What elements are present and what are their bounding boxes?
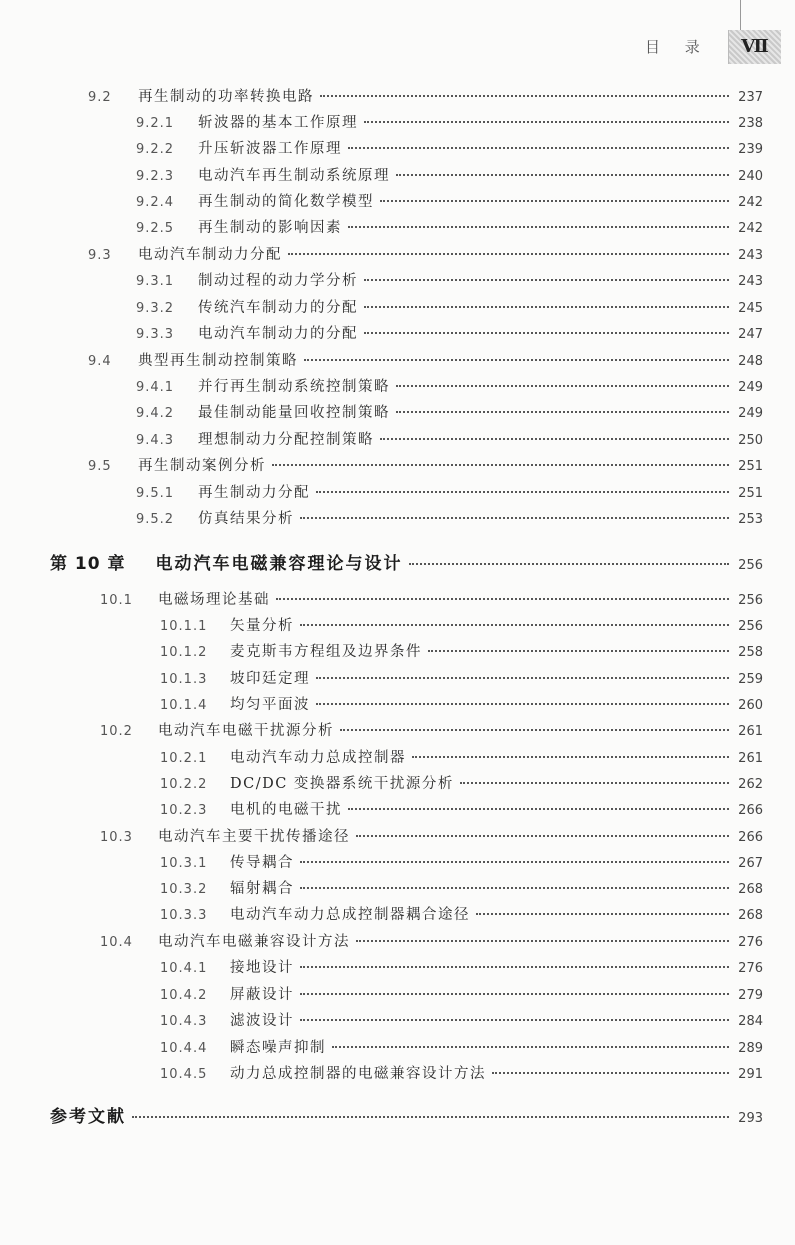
toc-entry-title: 制动过程的动力学分析 (198, 273, 358, 289)
toc-leader-dots (288, 252, 729, 255)
toc-entry-number: 10.4.1 (160, 961, 208, 976)
toc-entry-number: 10.1.2 (160, 645, 208, 660)
toc-entry[interactable] (160, 772, 763, 793)
toc-leader-dots (364, 120, 729, 123)
toc-entry-title: 电动汽车制动力的分配 (198, 326, 358, 342)
toc-entry[interactable] (160, 746, 763, 767)
toc-entry[interactable] (136, 296, 763, 317)
toc-entry[interactable] (160, 956, 763, 977)
toc-entry-title: 电动汽车电磁兼容理论与设计 (155, 554, 403, 574)
toc-leader-dots (316, 490, 729, 493)
toc-entry-number: 9.5.1 (136, 486, 175, 501)
toc-entry-page: 267 (738, 856, 763, 871)
toc-entry-title: 仿真结果分析 (198, 511, 294, 527)
toc-entry-title: 再生制动力分配 (198, 485, 310, 501)
toc-entry-title: 电磁场理论基础 (158, 592, 270, 608)
toc-entry-title: 滤波设计 (230, 1013, 294, 1029)
toc-entry[interactable] (136, 137, 763, 158)
toc-entry-number: 10.2.2 (160, 777, 208, 792)
toc-leader-dots (348, 225, 729, 228)
toc-entry-title: 并行再生制动系统控制策略 (198, 379, 390, 395)
toc-entry-title: 电动汽车再生制动系统原理 (198, 168, 390, 184)
toc-entry[interactable] (136, 507, 763, 528)
toc-entry-page: 250 (738, 433, 763, 448)
toc-entry-page: 237 (738, 90, 763, 105)
toc-entry-page: 289 (738, 1041, 763, 1056)
toc-entry-number: 9.2.1 (136, 116, 175, 131)
toc-entry-title: 动力总成控制器的电磁兼容设计方法 (230, 1066, 486, 1082)
toc-entry-page: 251 (738, 486, 763, 501)
toc-entry[interactable] (100, 930, 763, 951)
toc-entry-page: 243 (738, 274, 763, 289)
toc-entry-number: 10.3.3 (160, 908, 208, 923)
toc-entry-page: 260 (738, 698, 763, 713)
toc-entry[interactable] (160, 877, 763, 898)
toc-entry[interactable] (88, 454, 763, 475)
toc-entry-number: 10.2.1 (160, 751, 208, 766)
toc-leader-dots (276, 597, 729, 600)
toc-entry-number: 10.4.2 (160, 988, 208, 1003)
toc-entry[interactable] (136, 481, 763, 502)
toc-entry[interactable] (160, 798, 763, 819)
toc-entry-page: 240 (738, 169, 763, 184)
toc-entry-title: 电动汽车制动力分配 (138, 247, 282, 263)
toc-entry[interactable] (88, 349, 763, 370)
toc-entry-number: 10.3.1 (160, 856, 208, 871)
toc-entry-page: 268 (738, 908, 763, 923)
toc-leader-dots (380, 437, 729, 440)
toc-entry-page: 268 (738, 882, 763, 897)
toc-entry-page: 253 (738, 512, 763, 527)
toc-entry[interactable] (136, 401, 763, 422)
toc-entry-title: 再生制动的功率转换电路 (138, 89, 314, 105)
toc-leader-dots (348, 146, 729, 149)
toc-entry[interactable] (136, 216, 763, 237)
toc-entry-page: 243 (738, 248, 763, 263)
toc-entry[interactable] (50, 549, 763, 574)
toc-entry-page: 279 (738, 988, 763, 1003)
toc-entry-page: 242 (738, 221, 763, 236)
toc-entry-title: 麦克斯韦方程组及边界条件 (230, 644, 422, 660)
toc-entry-number: 10.3.2 (160, 882, 208, 897)
toc-entry-title: 电机的电磁干扰 (230, 802, 342, 818)
toc-leader-dots (132, 1115, 729, 1118)
page-edge-line (740, 0, 741, 30)
toc-entry-title: 辐射耦合 (230, 881, 294, 897)
toc-entry-number: 10.1.1 (160, 619, 208, 634)
toc-leader-dots (272, 463, 729, 466)
toc-leader-dots (412, 755, 729, 758)
toc-entry-title: 接地设计 (230, 960, 294, 976)
toc-entry[interactable] (160, 903, 763, 924)
toc-entry[interactable] (136, 111, 763, 132)
toc-leader-dots (364, 278, 729, 281)
toc-entry-title: 再生制动的简化数学模型 (198, 194, 374, 210)
toc-entry-title: 传统汽车制动力的分配 (198, 300, 358, 316)
toc-entry-title: 电动汽车电磁干扰源分析 (158, 723, 334, 739)
toc-entry-page: 238 (738, 116, 763, 131)
toc-entry[interactable] (100, 825, 763, 846)
toc-entry-title: 电动汽车主要干扰传播途径 (158, 829, 350, 845)
toc-entry-title: 电动汽车电磁兼容设计方法 (158, 934, 350, 950)
toc-entry-page: 266 (738, 830, 763, 845)
toc-leader-dots (460, 781, 729, 784)
toc-leader-dots (320, 94, 729, 97)
page-number-badge: Ⅶ (728, 30, 781, 64)
toc-leader-dots (476, 912, 729, 915)
toc-entry[interactable] (100, 719, 763, 740)
toc-entry-page: 256 (738, 593, 763, 608)
toc-leader-dots (396, 410, 729, 413)
toc-entry-number: 9.3 (88, 248, 112, 263)
toc-entry-page: 262 (738, 777, 763, 792)
toc-entry-page: 245 (738, 301, 763, 316)
toc-entry-title: 均匀平面波 (230, 697, 310, 713)
toc-entry-title: 坡印廷定理 (230, 671, 310, 687)
toc-leader-dots (300, 516, 729, 519)
toc-leader-dots (396, 384, 729, 387)
toc-entry-page: 248 (738, 354, 763, 369)
toc-leader-dots (300, 965, 729, 968)
toc-entry[interactable] (50, 1102, 763, 1127)
toc-leader-dots (316, 676, 729, 679)
toc-entry-number: 10.2.3 (160, 803, 208, 818)
toc-entry[interactable] (160, 1062, 763, 1083)
toc-entry-title: 再生制动案例分析 (138, 458, 266, 474)
toc-entry-title: 参考文献 (50, 1107, 126, 1127)
toc-entry-number: 10.4.4 (160, 1041, 208, 1056)
toc-entry-title: DC/DC 变换器系统干扰源分析 (230, 776, 454, 792)
toc-entry-number: 9.5 (88, 459, 112, 474)
toc-entry-title: 斩波器的基本工作原理 (198, 115, 358, 131)
toc-entry-page: 261 (738, 724, 763, 739)
toc-entry-page: 276 (738, 935, 763, 950)
toc-entry-number: 10.4.5 (160, 1067, 208, 1082)
toc-entry-number: 9.4 (88, 354, 112, 369)
toc-entry[interactable] (88, 243, 763, 264)
toc-entry[interactable] (160, 983, 763, 1004)
toc-entry-title: 矢量分析 (230, 618, 294, 634)
toc-entry-title: 传导耦合 (230, 855, 294, 871)
toc-entry-number: 10.2 (100, 724, 133, 739)
toc-entry-title: 理想制动力分配控制策略 (198, 432, 374, 448)
toc-leader-dots (316, 702, 729, 705)
toc-entry-page: 258 (738, 645, 763, 660)
toc-entry-number: 第 10 章 (50, 554, 126, 574)
toc-entry-number: 9.4.1 (136, 380, 175, 395)
toc-entry-number: 10.3 (100, 830, 133, 845)
toc-leader-dots (332, 1045, 729, 1048)
toc-entry-page: 247 (738, 327, 763, 342)
toc-leader-dots (340, 728, 729, 731)
toc-leader-dots (364, 331, 729, 334)
toc-entry-number: 9.3.2 (136, 301, 175, 316)
toc-entry-number: 9.2.2 (136, 142, 175, 157)
toc-leader-dots (492, 1071, 729, 1074)
toc-leader-dots (348, 807, 729, 810)
toc-entry-number: 9.2.3 (136, 169, 175, 184)
toc-entry[interactable] (136, 375, 763, 396)
toc-leader-dots (364, 305, 729, 308)
toc-entry[interactable] (160, 667, 763, 688)
toc-leader-dots (300, 860, 729, 863)
toc-entry[interactable] (160, 693, 763, 714)
toc-leader-dots (409, 562, 730, 565)
toc-entry-number: 10.4 (100, 935, 133, 950)
toc-entry-page: 291 (738, 1067, 763, 1082)
toc-entry-number: 9.4.3 (136, 433, 175, 448)
toc-entry-page: 251 (738, 459, 763, 474)
toc-leader-dots (356, 939, 729, 942)
toc-leader-dots (300, 623, 729, 626)
toc-entry-title: 屏蔽设计 (230, 987, 294, 1003)
page-header (0, 30, 795, 70)
toc-entry-page: 249 (738, 406, 763, 421)
toc-leader-dots (300, 992, 729, 995)
toc-entry-number: 9.2 (88, 90, 112, 105)
toc-entry-number: 9.3.1 (136, 274, 175, 289)
toc-entry-page: 242 (738, 195, 763, 210)
toc-entry[interactable] (100, 588, 763, 609)
toc-entry-title: 电动汽车动力总成控制器耦合途径 (230, 907, 470, 923)
toc-entry[interactable] (160, 851, 763, 872)
toc-entry[interactable] (160, 1009, 763, 1030)
toc-entry-number: 10.4.3 (160, 1014, 208, 1029)
toc-entry-page: 261 (738, 751, 763, 766)
toc-entry[interactable] (88, 85, 763, 106)
toc-entry-number: 9.2.4 (136, 195, 175, 210)
toc-entry-title: 典型再生制动控制策略 (138, 353, 298, 369)
toc-entry[interactable] (160, 640, 763, 661)
toc-entry-page: 259 (738, 672, 763, 687)
toc-entry-page: 256 (738, 619, 763, 634)
toc-leader-dots (304, 358, 729, 361)
toc-entry[interactable] (160, 1036, 763, 1057)
toc-entry-page: 266 (738, 803, 763, 818)
toc-entry-title: 电动汽车动力总成控制器 (230, 750, 406, 766)
toc-leader-dots (300, 1018, 729, 1021)
toc-entry-title: 升压斩波器工作原理 (198, 141, 342, 157)
toc-entry[interactable] (136, 190, 763, 211)
toc-entry-title: 最佳制动能量回收控制策略 (198, 405, 390, 421)
toc-entry-title: 瞬态噪声抑制 (230, 1040, 326, 1056)
toc-leader-dots (300, 886, 729, 889)
toc-entry-number: 10.1.4 (160, 698, 208, 713)
toc-entry-number: 9.2.5 (136, 221, 175, 236)
toc-leader-dots (356, 834, 729, 837)
toc-entry-page: 239 (738, 142, 763, 157)
toc-leader-dots (380, 199, 729, 202)
toc-entry-number: 9.5.2 (136, 512, 175, 527)
toc-entry[interactable] (160, 614, 763, 635)
toc-entry-page: 256 (738, 558, 763, 573)
toc-entry-number: 10.1.3 (160, 672, 208, 687)
toc-entry-number: 9.3.3 (136, 327, 175, 342)
toc-entry[interactable] (136, 322, 763, 343)
toc-leader-dots (396, 173, 729, 176)
toc-entry-page: 284 (738, 1014, 763, 1029)
toc-entry-page: 249 (738, 380, 763, 395)
toc-entry-number: 10.1 (100, 593, 133, 608)
toc-entry[interactable] (136, 269, 763, 290)
toc-entry-number: 9.4.2 (136, 406, 175, 421)
toc-entry[interactable] (136, 164, 763, 185)
toc-entry[interactable] (136, 428, 763, 449)
toc-entry-page: 276 (738, 961, 763, 976)
toc-entry-title: 再生制动的影响因素 (198, 220, 342, 236)
toc-entry-page: 293 (738, 1111, 763, 1126)
header-title: 目 录 (645, 38, 710, 56)
toc-leader-dots (428, 649, 729, 652)
